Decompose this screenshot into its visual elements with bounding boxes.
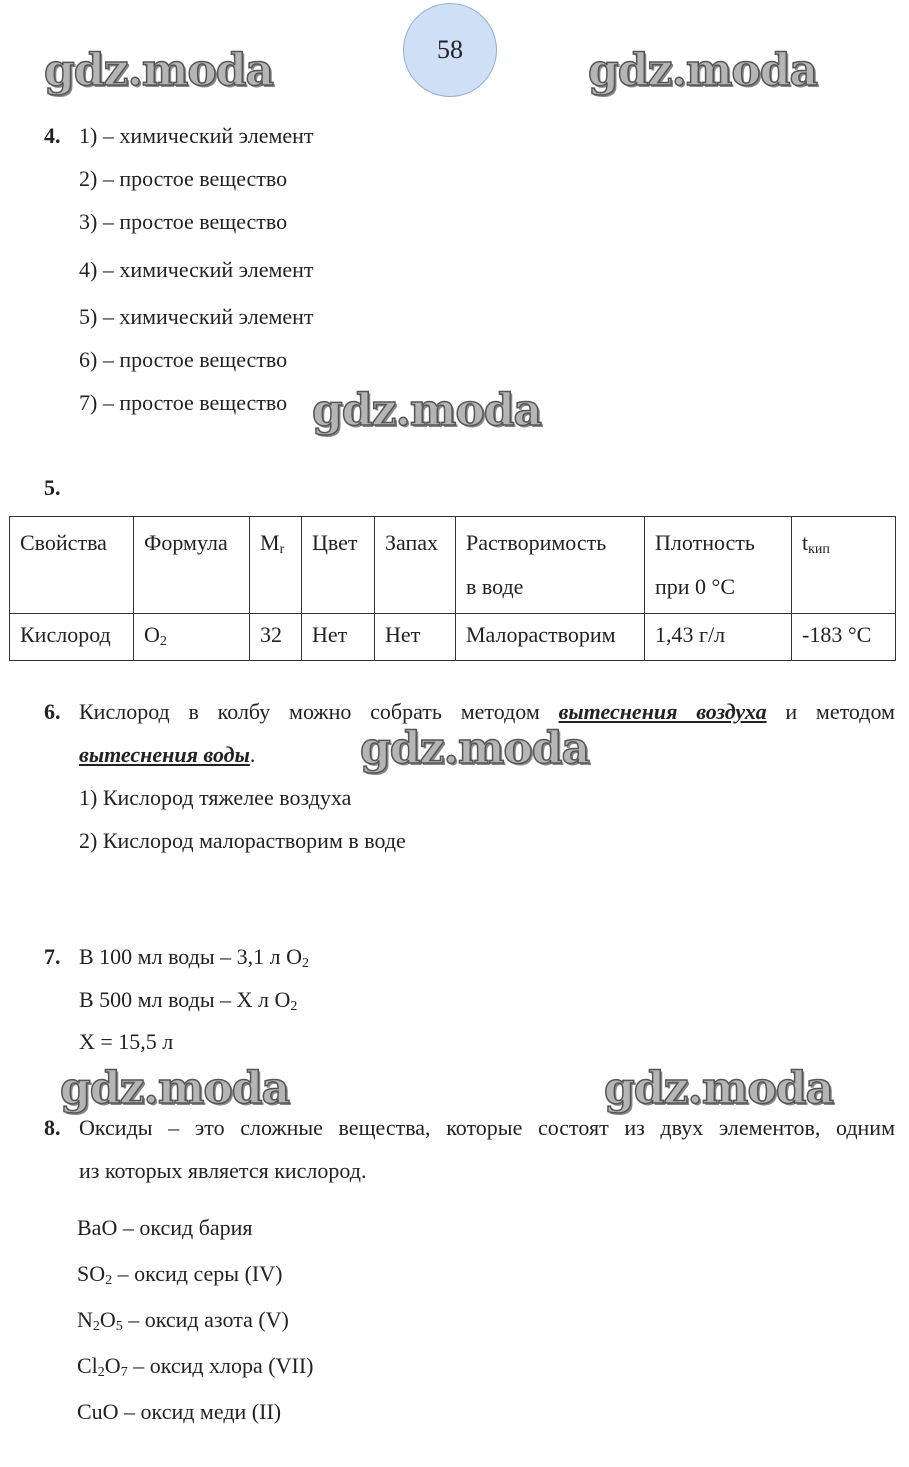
task6-item: 2) Кислород малорастворим в воде — [79, 828, 406, 853]
task6-number: 6. — [44, 699, 61, 724]
header-smell-text: Запах — [385, 530, 439, 555]
task6-item: 1) Кислород тяжелее воздуха — [79, 785, 352, 810]
task7-line: X = 15,5 л — [79, 1029, 174, 1054]
cell-density-text: 1,43 г/л — [655, 622, 726, 647]
header-boiling-point — [792, 517, 896, 614]
header-color — [302, 517, 375, 614]
table-row — [10, 614, 896, 661]
watermark-logo: gdz.moda — [60, 1063, 290, 1114]
task7-number: 7. — [44, 944, 61, 969]
cell-smell — [375, 614, 456, 661]
task4-item: 6) – простое вещество — [79, 347, 288, 372]
task6-text: и методом — [785, 699, 895, 724]
header-mr-text: M — [260, 530, 280, 555]
task6-text: Кислород в колбу можно собрать методом — [79, 699, 540, 724]
oxide-line — [77, 1261, 282, 1287]
cell-boiling-point — [792, 614, 896, 661]
oxide-text: O — [99, 1307, 116, 1332]
task7-text: В 500 мл воды – X л O — [79, 987, 291, 1012]
task4-item: 2) – простое вещество — [79, 166, 288, 191]
task6-paragraph-line1 — [79, 699, 895, 725]
header-properties-text: Свойства — [20, 530, 107, 555]
cell-density — [645, 614, 792, 661]
task7-text: В 100 мл воды – 3,1 л O — [79, 944, 303, 969]
oxide-text: Cl — [77, 1353, 98, 1378]
oxide-text: N — [77, 1307, 93, 1332]
header-formula-text: Формула — [144, 530, 228, 555]
oxide-sub: 7 — [120, 1365, 128, 1380]
header-density — [645, 517, 792, 614]
oxide-text: – оксид серы (IV) — [112, 1261, 283, 1286]
task6-emphasis: вытеснения воды — [79, 742, 250, 767]
header-density-text-2: при 0 °С — [655, 574, 736, 599]
header-smell — [375, 517, 456, 614]
header-boil-text: t — [802, 530, 809, 555]
task8-definition-line1: Оксиды – это сложные вещества, которые состоят из двух элементов, одним — [79, 1115, 895, 1140]
page-number: 58 — [403, 3, 497, 97]
header-formula — [134, 517, 250, 614]
header-solubility — [456, 517, 645, 614]
task6-text: . — [249, 742, 256, 767]
watermark-logo: gdz.moda — [604, 1063, 834, 1114]
oxide-line: CuO – оксид меди (II) — [77, 1399, 282, 1424]
cell-color — [302, 614, 375, 661]
oxide-sub: 2 — [92, 1319, 100, 1334]
cell-solubility-text: Малорастворим — [466, 622, 616, 647]
oxide-sub: 2 — [97, 1365, 105, 1380]
cell-boil-text: -183 °С — [802, 622, 872, 647]
header-mr-sub: r — [279, 542, 285, 557]
header-solubility-text: Растворимость — [466, 530, 607, 555]
cell-smell-text: Нет — [385, 622, 421, 647]
oxide-text: – оксид хлора (VII) — [127, 1353, 314, 1378]
oxide-line — [77, 1353, 314, 1379]
watermark-logo: gdz.moda — [312, 385, 542, 436]
oxide-line — [77, 1307, 289, 1333]
cell-formula-sub: 2 — [159, 634, 167, 649]
cell-mr — [250, 614, 302, 661]
header-properties — [10, 517, 134, 614]
header-color-text: Цвет — [312, 530, 358, 555]
task7-sub: 2 — [290, 999, 298, 1014]
task4-item: 3) – простое вещество — [79, 209, 288, 234]
task6-paragraph-line2 — [79, 742, 255, 768]
watermark-logo: gdz.moda — [588, 45, 818, 96]
task7-line — [79, 987, 297, 1013]
cell-solubility — [456, 614, 645, 661]
task8-number: 8. — [44, 1115, 61, 1140]
watermark-logo: gdz.moda — [360, 723, 590, 774]
cell-formula — [134, 614, 250, 661]
cell-formula-text: O — [144, 622, 160, 647]
table-header-row — [10, 517, 896, 614]
oxide-sub: 2 — [105, 1273, 113, 1288]
oxygen-properties-table — [9, 516, 896, 661]
oxide-text: SO — [77, 1261, 106, 1286]
oxide-line: BaO – оксид бария — [77, 1215, 253, 1240]
cell-color-text: Нет — [312, 622, 348, 647]
oxide-sub: 5 — [115, 1319, 123, 1334]
task6-emphasis: вытеснения воздуха — [558, 699, 767, 724]
cell-name — [10, 614, 134, 661]
task7-sub: 2 — [302, 956, 310, 971]
task4-item: 7) – простое вещество — [79, 390, 288, 415]
header-mr — [250, 517, 302, 614]
task4-item: 5) – химический элемент — [79, 304, 314, 329]
header-boil-sub: кип — [808, 542, 830, 557]
task8-definition-line2: из которых является кислород. — [79, 1158, 367, 1183]
cell-mr-text: 32 — [260, 622, 282, 647]
task7-line — [79, 944, 309, 970]
task4-item: 4) – химический элемент — [79, 257, 314, 282]
task4-item: 1) – химический элемент — [79, 123, 314, 148]
oxide-text: – оксид азота (V) — [122, 1307, 289, 1332]
header-solubility-text-2: в воде — [466, 574, 524, 599]
cell-name-text: Кислород — [20, 622, 111, 647]
task4-number: 4. — [44, 123, 61, 148]
header-density-text: Плотность — [655, 530, 755, 555]
watermark-logo: gdz.moda — [44, 45, 274, 96]
task5-number: 5. — [44, 475, 61, 500]
oxide-text: O — [104, 1353, 121, 1378]
